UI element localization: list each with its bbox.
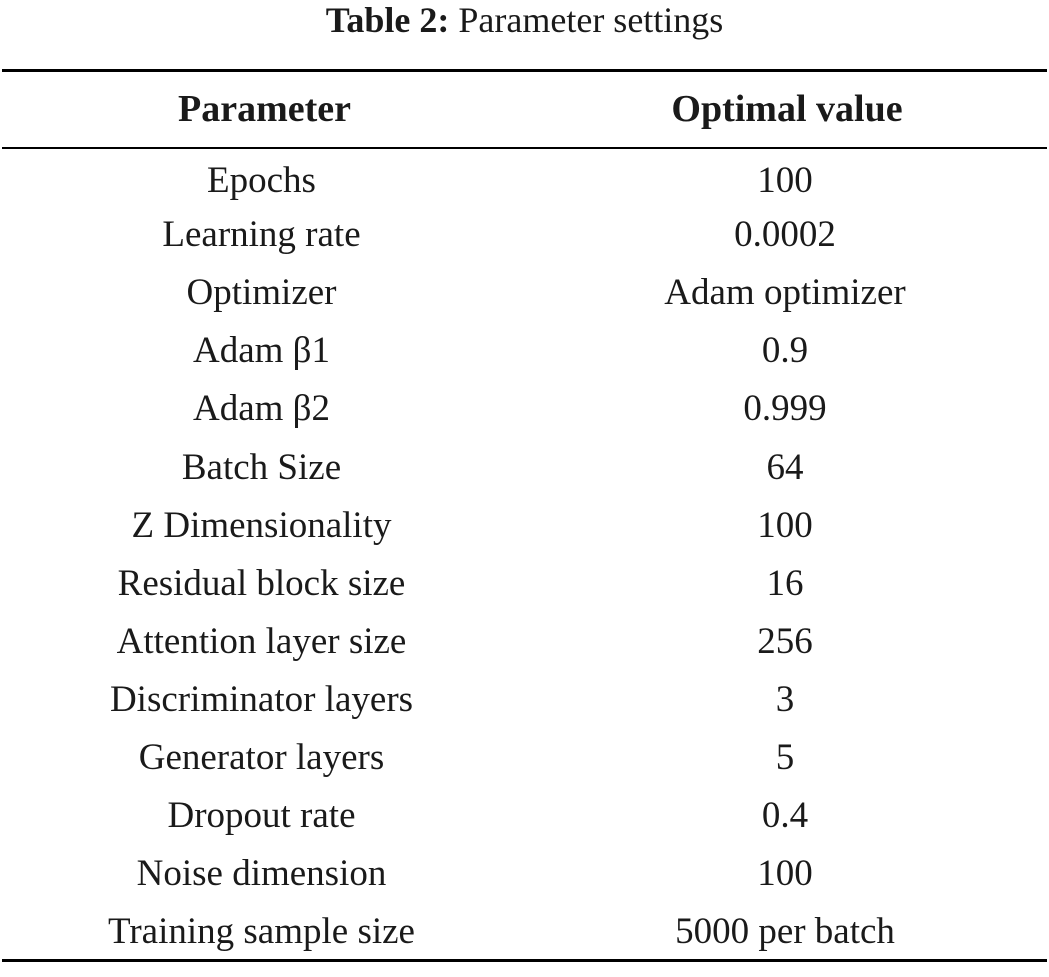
parameter-cell: Training sample size: [2, 903, 527, 961]
parameter-cell: Noise dimension: [136, 853, 387, 895]
value-cell: 0.4: [761, 795, 809, 837]
parameter-table-container: [2, 69, 1047, 962]
value-cell: 0.9: [761, 330, 809, 372]
parameter-cell: Z Dimensionality: [131, 504, 392, 546]
parameter-cell: Optimizer: [186, 272, 337, 314]
table-row: [2, 670, 1047, 728]
value-cell: 5000 per batch: [527, 903, 1047, 961]
table-row: [2, 438, 1047, 496]
value-cell: 0.999: [743, 388, 827, 430]
value-cell: 100: [757, 504, 813, 546]
parameter-table: [2, 69, 1047, 962]
value-cell: 64: [766, 446, 804, 488]
parameter-cell: Adam β2: [193, 388, 330, 430]
table-row: [2, 380, 1047, 438]
value-cell: 0.0002: [734, 214, 836, 256]
parameter-cell: Attention layer size: [116, 620, 407, 662]
parameter-cell: Residual block size: [117, 562, 406, 604]
header-optimal-value: Optimal value: [527, 71, 1047, 148]
table-header: [2, 71, 1047, 148]
value-cell: Adam optimizer: [664, 272, 906, 314]
table-row: [2, 264, 1047, 322]
table-row: [2, 787, 1047, 845]
table-row: [2, 845, 1047, 903]
value-cell: 100: [757, 159, 813, 201]
table-row: [2, 554, 1047, 612]
table-row: [2, 903, 1047, 961]
table-caption: [0, 0, 1049, 46]
caption-text: Parameter settings: [458, 0, 724, 40]
table-row: [2, 728, 1047, 786]
parameter-cell: Adam β1: [193, 330, 330, 372]
parameter-cell: Learning rate: [162, 214, 361, 256]
table-row: [2, 496, 1047, 554]
table-body: [2, 148, 1047, 961]
table-row: [2, 206, 1047, 264]
caption-label: Table 2:: [325, 0, 450, 40]
value-cell: 16: [766, 562, 804, 604]
table-row: [2, 322, 1047, 380]
parameter-cell: Discriminator layers: [109, 678, 414, 720]
parameter-cell: Dropout rate: [167, 795, 356, 837]
table-row: [2, 612, 1047, 670]
value-cell: 100: [757, 853, 813, 895]
table-row: [2, 148, 1047, 206]
parameter-cell: Epochs: [207, 159, 316, 201]
value-cell: 3: [775, 678, 795, 720]
parameter-cell: Batch Size: [181, 446, 342, 488]
value-cell: 256: [757, 620, 813, 662]
header-row: [2, 71, 1047, 148]
header-parameter: Parameter: [2, 71, 527, 148]
value-cell: 5: [775, 736, 795, 778]
parameter-cell: Generator layers: [138, 736, 385, 778]
